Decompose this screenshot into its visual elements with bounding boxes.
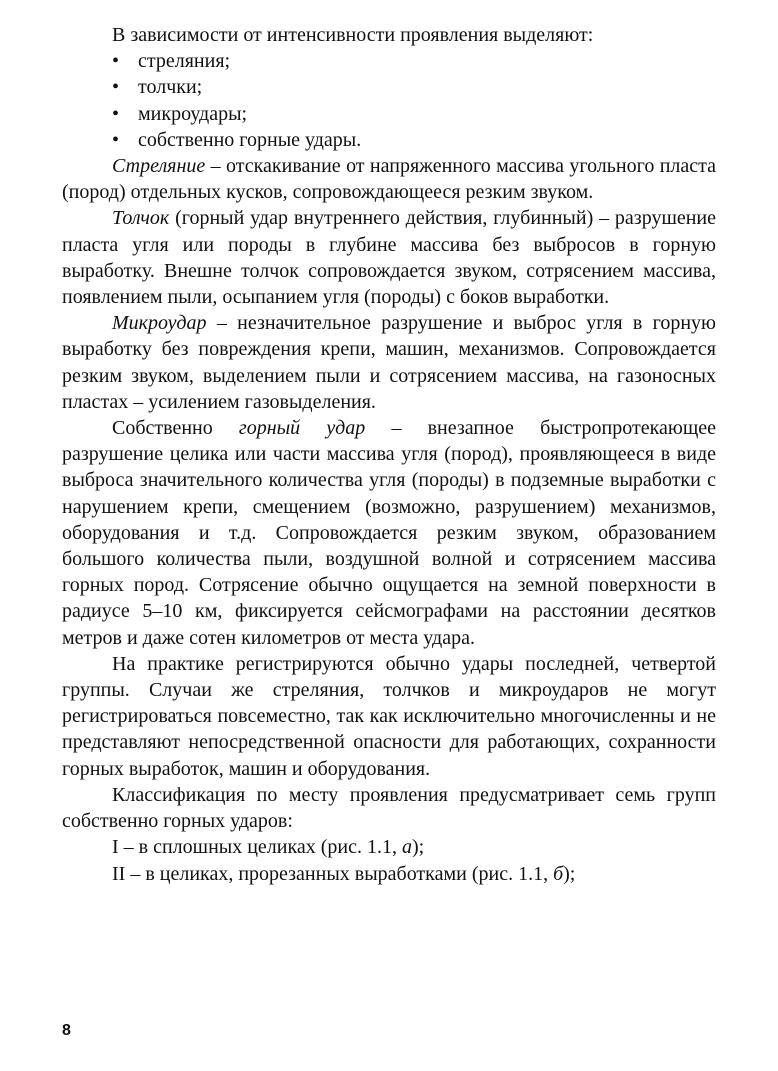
term-tolchok: Толчок — [112, 207, 170, 230]
figure-letter: а — [402, 836, 412, 859]
paragraph-practice: На практике регистрируются обычно удары последней, четвертой группы. Случаи же стреляния, толчков и микроударов не могут регистрироваться повсеместно, так как исключительно многочисленны и не представляют непосредственной опасности для работающих, сохранности горных выработок, машин и оборудования. — [62, 652, 716, 780]
paragraph-mikroudar — [62, 310, 716, 415]
list-item: • стреляния; — [112, 48, 716, 74]
intensity-list — [62, 48, 716, 153]
term-streljanie: Стреляние — [112, 155, 206, 178]
group-text: II – в целиках, прорезанных выработками (рис. 1.1, — [112, 862, 554, 885]
paragraph-prefix: Собственно — [112, 417, 239, 440]
list-item: • толчки; — [112, 74, 716, 100]
paragraph-text: – внезапное быстропротекающее разрушение целика или части массива угля (пород), проявляющееся в виде выброса значительного количества угля (породы) в подземные выработки с нарушением крепи, смещением (возможно, разрушением) механизмов, оборудования и т.д. Сопровождается резким звуком, образованием большого количества пыли, воздушной волной и сотрясением массива горных пород. Сотрясение обычно ощущается на земной поверхности в радиусе 5–10 км, фиксируется сейсмографами на расстоянии десятков метров и даже сотен километров от места удара. — [62, 417, 716, 649]
paragraph-classification: Классификация по месту проявления предусматривает семь групп собственно горных ударов: — [62, 783, 716, 833]
group-item — [62, 861, 716, 887]
figure-letter: б — [553, 862, 564, 885]
paragraph-streljanie — [62, 153, 716, 205]
paragraph-text: – отскакивание от напряженного массива угольного пласта (пород) отдельных кусков, сопровождающееся резким звуком. — [62, 155, 716, 204]
paragraph-text: (горный удар внутреннего действия, глубинный) – разрушение пласта угля или породы в глубине массива без выбросов в горную выработку. Внешне толчок сопровождается звуком, сотрясением массива, появлением пыли, осыпанием угля (породы) с боков выработки. — [62, 207, 716, 309]
term-gornyj-udar: горный удар — [238, 417, 366, 440]
group-text: I – в сплошных целиках (рис. 1.1, — [112, 836, 402, 859]
list-item: • микроудары; — [112, 101, 716, 127]
group-text-end: ); — [563, 862, 576, 885]
page-number: 8 — [62, 1022, 71, 1039]
group-text-end: ); — [412, 836, 425, 859]
term-mikroudar: Микроудар — [112, 312, 207, 335]
paragraph-text: – незначительное разрушение и выброс угля в горную выработку без повреждения крепи, машин, механизмов. Сопровождается резким звуком, выделением пыли и сотрясением массива, на газоносных пластах – усилением газовыделения. — [62, 312, 716, 413]
page-body — [62, 22, 716, 887]
list-item: • собственно горные удары. — [112, 127, 716, 153]
paragraph-gornyj-udar — [62, 415, 716, 651]
paragraph-tolchok — [62, 205, 716, 310]
intro-line: В зависимости от интенсивности проявления выделяют: — [112, 24, 594, 46]
group-item — [62, 834, 716, 860]
